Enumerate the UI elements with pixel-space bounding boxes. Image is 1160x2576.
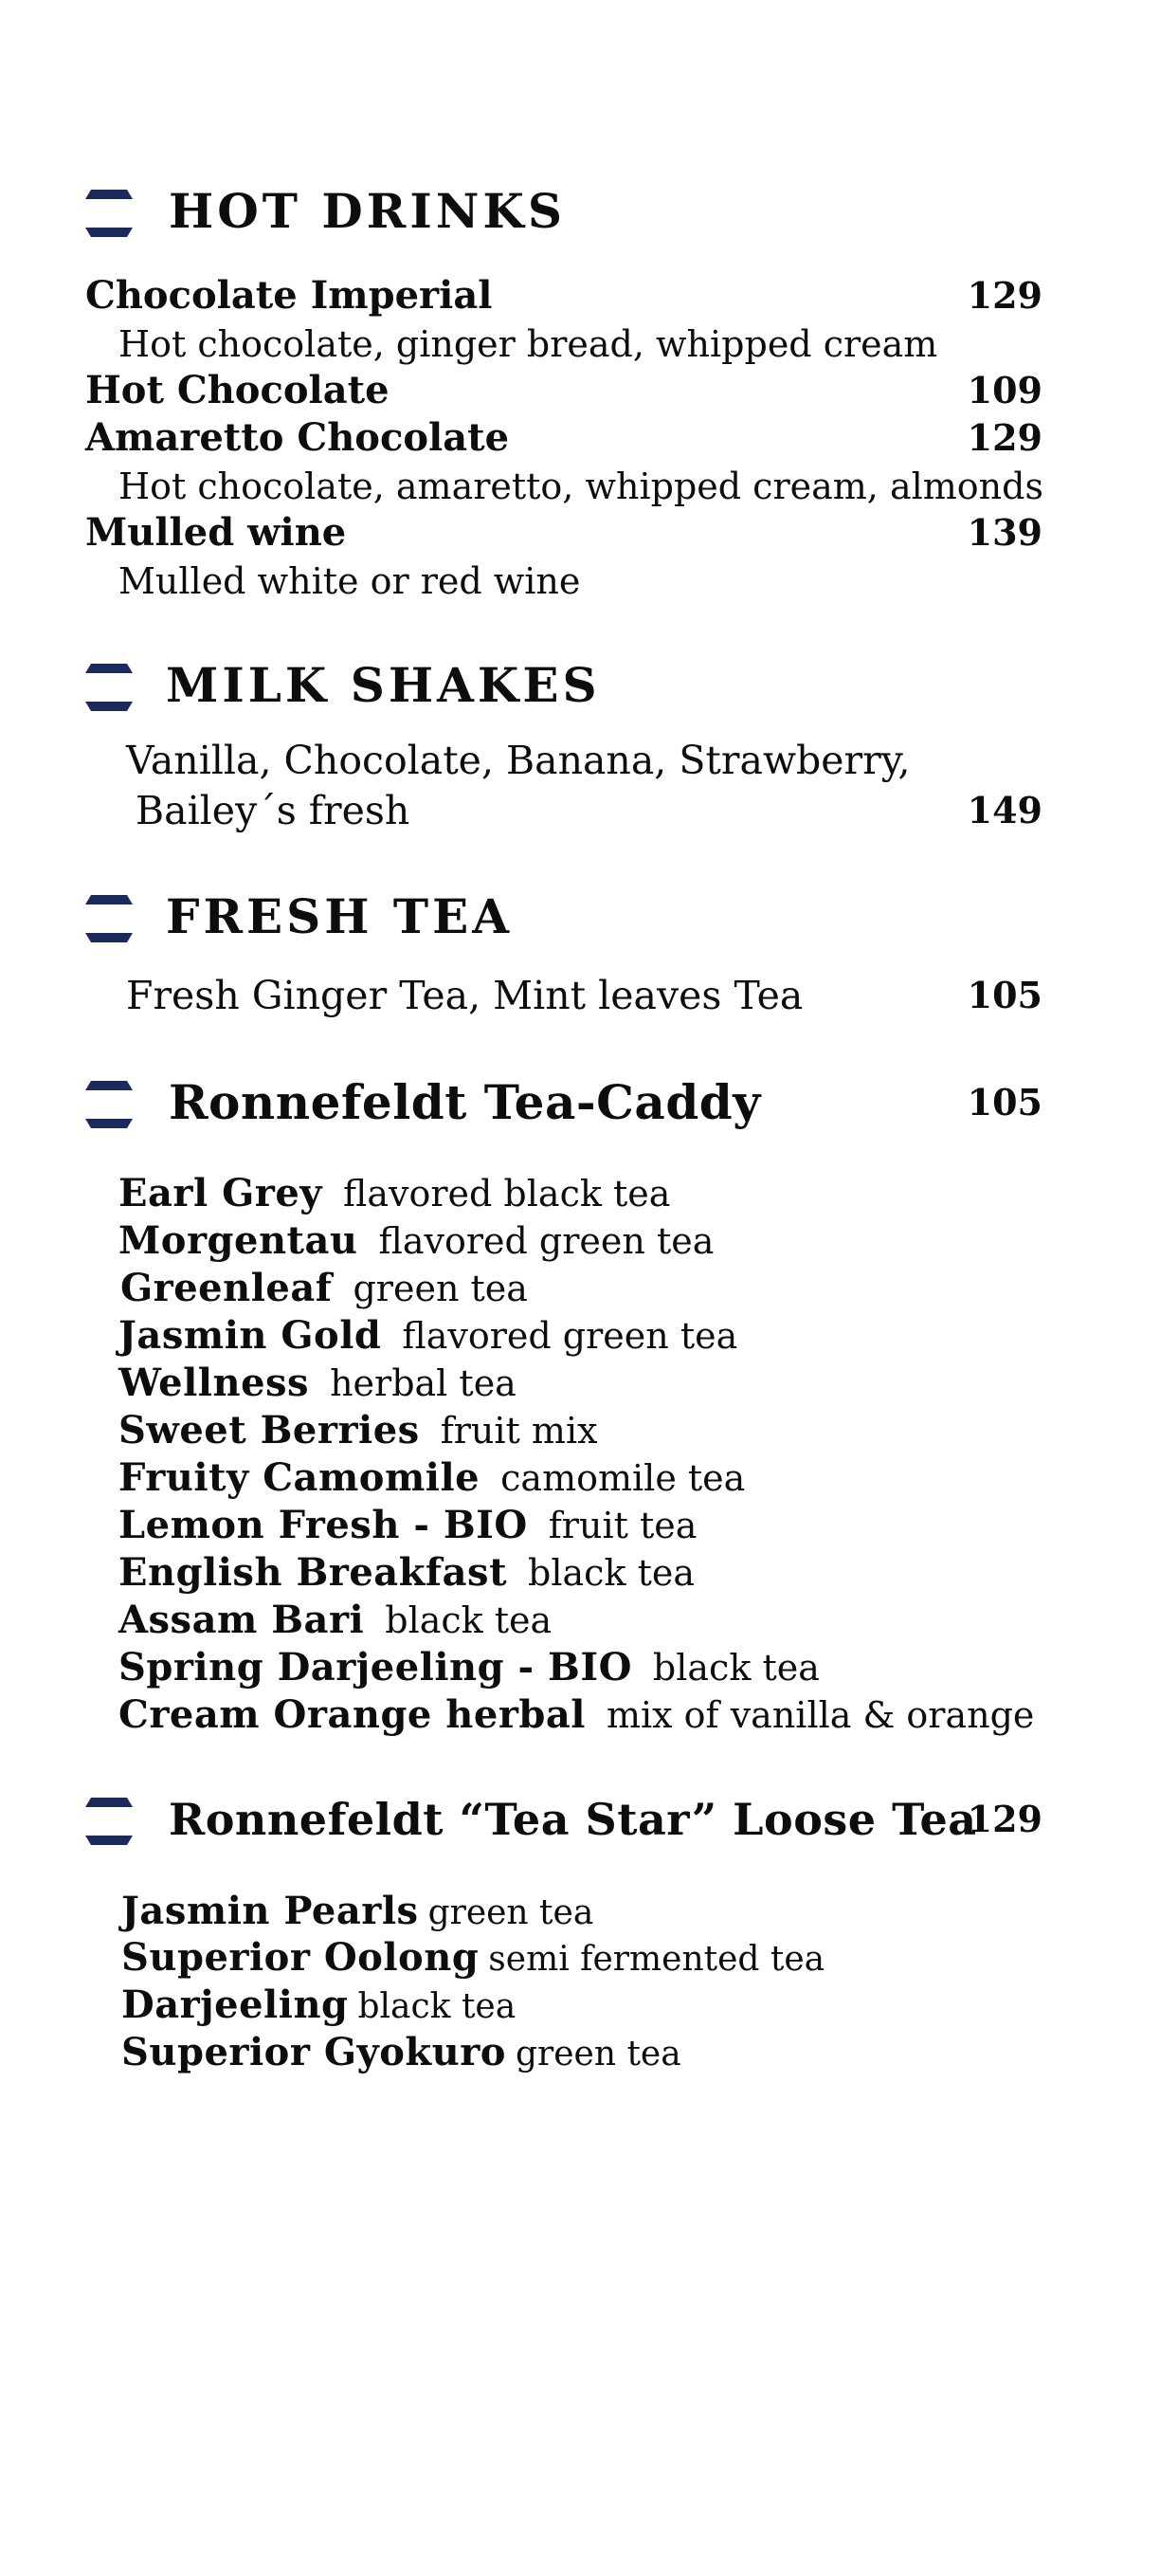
milk-shake-flavors: Vanilla, Chocolate, Banana, Strawberry, — [126, 738, 911, 783]
item-price: 129 — [967, 274, 1042, 317]
tea-item — [121, 2029, 681, 2076]
tea-name: Darjeeling — [121, 1982, 349, 2027]
tea-name: Fruity Camomile — [118, 1455, 480, 1500]
tea-name: Cream Orange herbal — [118, 1692, 586, 1737]
tea-name: Superior Oolong — [121, 1935, 480, 1980]
tea-description: black tea — [357, 1987, 517, 2026]
striped-bar-icon — [85, 1077, 133, 1132]
tea-name: Jasmin Pearls — [121, 1889, 419, 1933]
menu-item — [85, 972, 1042, 1019]
milk-shake-flavors-2: Bailey´s fresh — [136, 788, 410, 833]
item-price: 105 — [967, 974, 1042, 1016]
tea-item — [118, 1360, 517, 1407]
section-price: 129 — [967, 1798, 1042, 1840]
tea-description: flavored green tea — [402, 1315, 738, 1357]
tea-item — [118, 1454, 745, 1502]
section-title: Ronnefeldt “Tea Star” Loose Tea — [169, 1794, 977, 1845]
item-price: 109 — [967, 369, 1042, 411]
tea-description: herbal tea — [330, 1362, 517, 1404]
tea-description: black tea — [528, 1552, 695, 1594]
tea-item — [121, 1982, 516, 2029]
section-hot-drinks-header — [85, 178, 1042, 245]
tea-name: Superior Gyokuro — [121, 2030, 506, 2074]
striped-bar-icon — [85, 1794, 133, 1849]
item-price: 139 — [967, 511, 1042, 554]
section-title: FRESH TEA — [166, 888, 514, 944]
item-name: Hot Chocolate — [85, 368, 390, 412]
tea-description: green tea — [427, 1893, 594, 1932]
tea-description: green tea — [515, 2035, 681, 2074]
menu-item — [85, 414, 1042, 462]
tea-name: Morgentau — [118, 1218, 358, 1263]
tea-item — [118, 1312, 737, 1360]
tea-name: Earl Grey — [118, 1171, 323, 1215]
tea-item — [118, 1691, 1034, 1739]
item-description: Hot chocolate, ginger bread, whipped cream — [118, 323, 938, 365]
tea-description: black tea — [385, 1599, 553, 1641]
tea-item — [121, 1888, 593, 1935]
section-fresh-tea-header — [85, 884, 1042, 950]
tea-item — [118, 1217, 714, 1265]
tea-name: Wellness — [118, 1361, 310, 1405]
section-loose-tea-header — [85, 1786, 1042, 1853]
tea-item — [118, 1502, 697, 1549]
striped-bar-icon — [85, 660, 133, 715]
tea-item — [121, 1934, 825, 1982]
menu-item — [85, 787, 1042, 834]
tea-description: fruit tea — [548, 1505, 698, 1546]
section-title: HOT DRINKS — [169, 183, 566, 239]
tea-description: black tea — [652, 1647, 820, 1689]
section-title: MILK SHAKES — [166, 657, 601, 713]
section-milk-shakes-header — [85, 652, 1042, 719]
menu-item — [85, 509, 1042, 557]
tea-name: Lemon Fresh - BIO — [118, 1503, 528, 1547]
tea-description: green tea — [353, 1268, 528, 1309]
item-description: Hot chocolate, amaretto, whipped cream, almonds — [118, 466, 1043, 507]
tea-item — [118, 1597, 552, 1644]
item-price: 129 — [967, 416, 1042, 459]
tea-name: Sweet Berries — [118, 1408, 420, 1452]
menu-item — [85, 272, 1042, 320]
item-name: Mulled wine — [85, 510, 347, 555]
tea-item — [120, 1265, 528, 1312]
item-price: 149 — [967, 789, 1042, 831]
section-price: 105 — [967, 1081, 1042, 1124]
tea-description: fruit mix — [440, 1410, 598, 1452]
tea-item — [118, 1170, 670, 1217]
tea-name: Assam Bari — [118, 1598, 365, 1642]
tea-description: semi fermented tea — [488, 1940, 825, 1979]
tea-item — [118, 1644, 820, 1691]
section-tea-caddy-header — [85, 1069, 1042, 1136]
tea-description: flavored green tea — [378, 1220, 715, 1262]
striped-bar-icon — [85, 186, 133, 241]
tea-description: flavored black tea — [343, 1173, 671, 1215]
item-name: Amaretto Chocolate — [85, 415, 510, 460]
section-title: Ronnefeldt Tea-Caddy — [169, 1074, 761, 1130]
tea-name: Spring Darjeeling - BIO — [118, 1645, 632, 1690]
striped-bar-icon — [85, 891, 133, 946]
tea-name: English Breakfast — [118, 1550, 508, 1595]
tea-name: Greenleaf — [120, 1266, 333, 1310]
tea-item — [118, 1407, 598, 1454]
fresh-tea-list: Fresh Ginger Tea, Mint leaves Tea — [126, 973, 804, 1018]
item-description: Mulled white or red wine — [118, 560, 581, 602]
tea-item — [118, 1549, 695, 1597]
tea-name: Jasmin Gold — [118, 1313, 382, 1358]
tea-description: mix of vanilla & orange — [606, 1694, 1035, 1736]
menu-item — [85, 367, 1042, 414]
item-name: Chocolate Imperial — [85, 273, 493, 318]
tea-description: camomile tea — [500, 1457, 746, 1499]
